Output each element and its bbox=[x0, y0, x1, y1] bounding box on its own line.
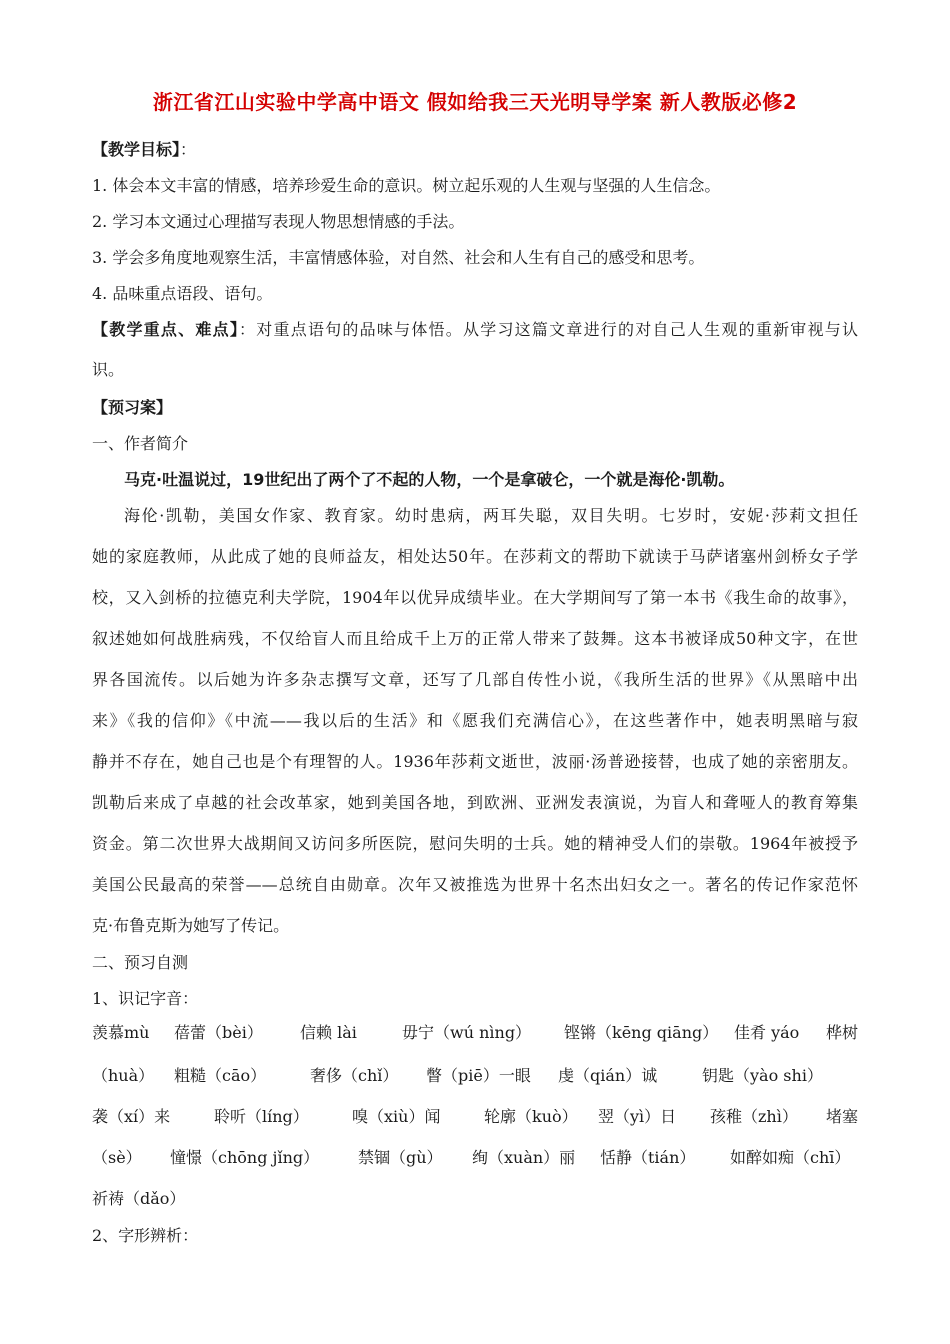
pinyin-item: 轮廓（kuò） bbox=[484, 1107, 578, 1126]
pinyin-item: 桦树 bbox=[826, 1023, 859, 1042]
pinyin-item: （sè） bbox=[92, 1148, 142, 1167]
bio-line-5: 界各国流传。以后她为许多杂志撰写文章，还写了几部自传性小说，《我所生活的世界》《从黑暗中出 bbox=[92, 670, 858, 689]
pinyin-item: 嗅（xiù）闻 bbox=[352, 1107, 441, 1126]
objectives-heading: 【教学目标】 bbox=[92, 140, 181, 159]
pinyin-item: 信赖 lài bbox=[300, 1023, 357, 1042]
pinyin-item: 瞥（piē）一眼 bbox=[426, 1066, 531, 1085]
pinyin-item: 恬静（tián） bbox=[600, 1148, 696, 1167]
bio-line-10: 美国公民最高的荣誉——总统自由勋章。次年又被推选为世界十名杰出妇女之一。著名的传记作家范怀 bbox=[92, 875, 858, 894]
pinyin-item: 钥匙（yào shi） bbox=[702, 1066, 823, 1085]
pinyin-item: 奢侈（chǐ） bbox=[310, 1066, 399, 1085]
pronunciation-subheading: 1、识记字音： bbox=[92, 989, 199, 1008]
pinyin-item: 憧憬（chōng jǐng） bbox=[170, 1148, 320, 1167]
pinyin-item: 孩稚（zhì） bbox=[710, 1107, 798, 1126]
bio-line-7: 静并不存在，她自己也是个有理智的人。1936年莎莉文逝世，波丽·汤普逊接替，也成了她的亲密朋友。 bbox=[92, 752, 858, 771]
pinyin-item: 祈祷（dǎo） bbox=[92, 1189, 186, 1208]
bio-line-2: 她的家庭教师，从此成了她的良师益友，相处达50年。在莎莉文的帮助下就读于马萨诸塞州剑桥女子学 bbox=[92, 547, 858, 566]
preview-heading: 【预习案】 bbox=[92, 398, 173, 417]
key-points-heading: 【教学重点、难点】 bbox=[92, 320, 240, 339]
pinyin-item: 聆听（líng） bbox=[214, 1107, 309, 1126]
bio-line-6: 来》《我的信仰》《中流——我以后的生活》和《愿我们充满信心》，在这些著作中，她表明黑暗与寂 bbox=[92, 711, 858, 730]
pinyin-item: 绚（xuàn）丽 bbox=[472, 1148, 576, 1167]
pinyin-item: 佳肴 yáo bbox=[734, 1023, 800, 1042]
section-preview-test: 二、预习自测 bbox=[92, 953, 189, 972]
glyph-analysis-subheading: 2、字形辨析： bbox=[92, 1226, 199, 1245]
document-title: 浙江省江山实验中学高中语文 假如给我三天光明导学案 新人教版必修2 bbox=[152, 90, 798, 114]
pinyin-item: 蓓蕾（bèi） bbox=[174, 1023, 263, 1042]
pinyin-item: 虔（qián）诚 bbox=[558, 1066, 658, 1085]
pinyin-item: 毋宁（wú nìng） bbox=[402, 1023, 532, 1042]
bio-line-3: 校，又入剑桥的拉德克利夫学院，1904年以优异成绩毕业。在大学期间写了第一本书《我生命的故事》， bbox=[92, 588, 858, 607]
pinyin-item: 翌（yì）日 bbox=[598, 1107, 677, 1126]
objective-item-1: 1. 体会本文丰富的情感，培养珍爱生命的意识。树立起乐观的人生观与坚强的人生信念。 bbox=[92, 176, 721, 195]
pinyin-item: 铿锵（kēng qiāng） bbox=[564, 1023, 719, 1042]
bio-line-4: 叙述她如何战胜病残，不仅给盲人而且给成千上万的正常人带来了鼓舞。这本书被译成50种文字，在世 bbox=[92, 629, 858, 648]
objective-item-3: 3. 学会多角度地观察生活，丰富情感体验，对自然、社会和人生有自己的感受和思考。 bbox=[92, 248, 705, 267]
pinyin-item: 袭（xí）来 bbox=[92, 1107, 171, 1126]
pinyin-item: 禁锢（gù） bbox=[358, 1148, 443, 1167]
key-points-line-2: 识。 bbox=[92, 360, 125, 379]
objectives-colon: ： bbox=[180, 140, 197, 159]
key-points-line-1 bbox=[92, 320, 858, 340]
pinyin-item: 如醉如痴（chī） bbox=[730, 1148, 851, 1167]
section-author-intro: 一、作者简介 bbox=[92, 434, 189, 453]
objective-item-4: 4. 品味重点语段、语句。 bbox=[92, 284, 273, 303]
key-points-text: ：对重点语句的品味与体悟。从学习这篇文章进行的对自己人生观的重新审视与认 bbox=[239, 320, 858, 339]
objectives-heading-line bbox=[92, 140, 196, 160]
pinyin-item: 羡慕mù bbox=[92, 1023, 150, 1042]
objective-item-2: 2. 学习本文通过心理描写表现人物思想情感的手法。 bbox=[92, 212, 465, 231]
bio-line-8: 凯勒后来成了卓越的社会改革家，她到美国各地，到欧洲、亚洲发表演说，为盲人和聋哑人的教育筹集 bbox=[92, 793, 858, 812]
pinyin-item: （huà） bbox=[92, 1066, 155, 1085]
pinyin-item: 粗糙（cāo） bbox=[174, 1066, 267, 1085]
bio-line-11: 克·布鲁克斯为她写了传记。 bbox=[92, 916, 290, 935]
mark-twain-quote: 马克·吐温说过，19世纪出了两个了不起的人物，一个是拿破仑，一个就是海伦·凯勒。 bbox=[124, 470, 735, 489]
bio-line-1: 海伦·凯勒，美国女作家、教育家。幼时患病，两耳失聪，双目失明。七岁时，安妮·莎莉文担任 bbox=[124, 506, 858, 525]
bio-line-9: 资金。第二次世界大战期间又访问多所医院，慰问失明的士兵。她的精神受人们的崇敬。1964年被授予 bbox=[92, 834, 858, 853]
pinyin-item: 堵塞 bbox=[826, 1107, 859, 1126]
